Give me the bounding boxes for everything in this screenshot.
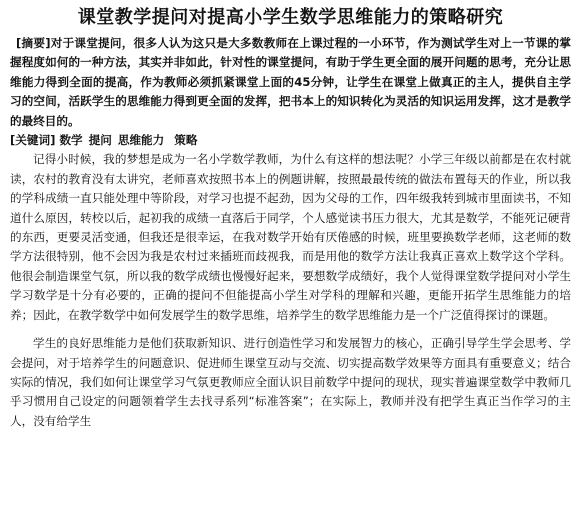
keyword: 提问 <box>88 133 112 148</box>
keyword: 策略 <box>174 133 198 148</box>
abstract-text: 对于课堂提问，很多人认为这只是大多数教师在上课过程的一小环节，作为测试学生对上一节课的掌握程度如何的一种方法，其实并非如此，针对性的课堂提问，有助于学生更全面的展开问题的思考，充分让思维能力得到全面的提高，作为教师必须抓紧课堂上面的45分钟，让学生在课堂上做真正的主人，提供自主学习的空间，活跃学生的思维能力得到更全面的发挥，把书本上的知识转化为灵活的知识运用发挥，这才是教学的最终目的。 <box>10 36 571 128</box>
body-paragraph-1: 记得小时候，我的梦想是成为一名小学数学教师，为什么有这样的想法呢？小学三年级以前都是在农村就读，农村的教育没有太讲究，老师喜欢按照书本上的例题讲解，按照最最传统的做法布置每天的作业，所以我的学科成绩一直只能处理中等阶段，对学习也提不起劲，因为父母的工作，四年级我转到城市里面读书，不知道什么原因，转校以后，起初我的成绩一直落后于同学，个人感觉读书压力很大，尤其是数学，不能死记硬背的东西，更要灵活变通，但我还是很幸运，在我对数学开始有厌倦感的时候，班里要换数学老师，这老师的数学方法很特别，他不会因为我是农村过来插班而歧视我，而是用他的数学方法让我真正喜欢上数学这个学科。他很会制造课堂气氛，所以我的数学成绩也慢慢好起来，要想数学成绩好，我个人觉得课堂数学提问对小学生学习数学是十分有必要的，正确的提问不但能提高小学生对学科的理解和兴趣，更能开拓学生思维能力的培养；因此，在教学数学中如何发展学生的数学思维，培养学生的数学思维能力是一个广泛值得探讨的课题。 <box>10 152 571 322</box>
abstract <box>10 34 571 131</box>
article-title: 课堂教学提问对提高小学生数学思维能力的策略研究 <box>77 7 504 28</box>
keyword: 思维能力 <box>117 133 165 148</box>
keywords-label: [关键词] <box>10 133 56 148</box>
keywords-line <box>10 131 571 150</box>
body-paragraph-2: 学生的良好思维能力是他们获取新知识、进行创造性学习和发展智力的核心，正确引导学生学会思考、学会提问，对于培养学生的问题意识、促进师生课堂互动与交流、切实提高数学效果等方面具有重要意义；结合实际的情况，我们如何让课堂学习气氛更教师应全面认识目前数学中提问的现状，现实普遍课堂数学中教师几乎习惯用自己设定的问题领着学生去找寻系列“标准答案”；在实际上，教师并没有把学生真正当作学习的主人，没有给学生 <box>10 336 571 428</box>
keyword: 数学 <box>59 133 83 148</box>
abstract-label: [摘要] <box>16 36 51 50</box>
